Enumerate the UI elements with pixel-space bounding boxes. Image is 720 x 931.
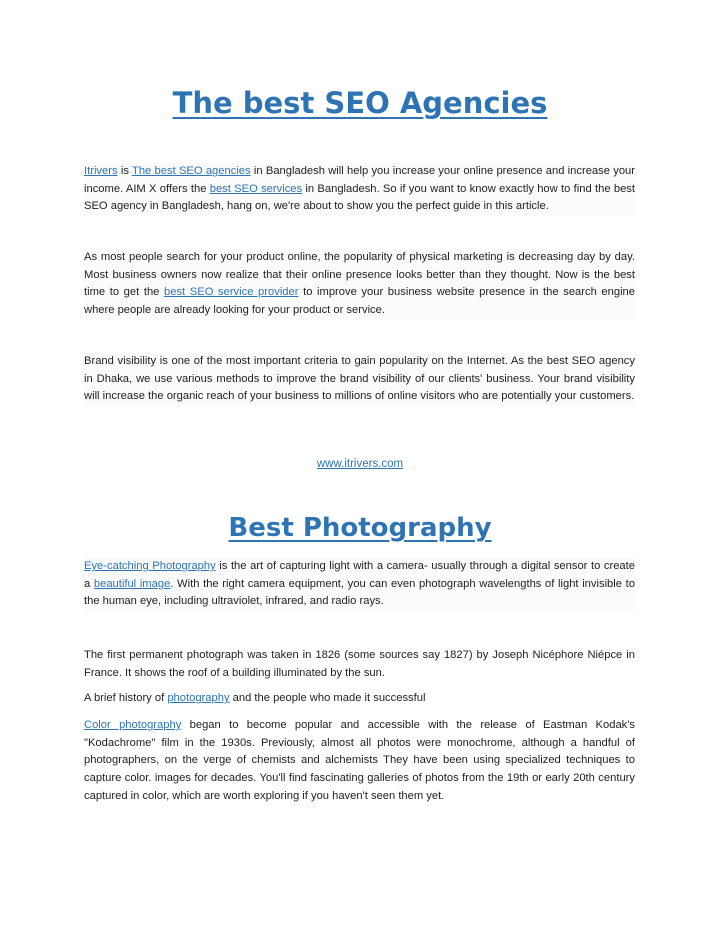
link-color-photography[interactable]: Color photography [84, 719, 182, 731]
paragraph-first-photograph [84, 647, 635, 682]
text: Brand visibility is one of the most important criteria to gain popularity on the Internet. As the best SEO agency in Dhaka, we use various methods to improve the brand visibility of our clients' business. Your brand visibility will increase the organic reach of your business to millions of online visitors who are potentially your customers. [84, 355, 635, 403]
link-beautiful-image[interactable]: beautiful image [93, 577, 171, 590]
paragraph-brand-visibility [84, 353, 635, 406]
paragraph-color-photography [84, 717, 635, 806]
text: A brief history of [84, 692, 168, 704]
text: in Bangladesh. So if you want to know exactly how to find the best SEO agency in Bangladesh, hang on, we're about to show you the perfect guide in this article. [84, 182, 635, 213]
text: The first permanent photograph was taken in 1826 (some sources say 1827) by Joseph Nicéphore Niépce in France. It shows the roof of a building illuminated by the sun. [84, 649, 635, 679]
paragraph-intro [84, 163, 635, 216]
link-best-seo-agencies[interactable]: The best SEO agencies [131, 165, 251, 177]
text: is [117, 165, 132, 177]
text: and the people who made it successful [229, 692, 426, 704]
text: is the art of capturing light with a camera- usually through a digital sensor to create a [84, 560, 635, 590]
paragraph-brief-history [84, 690, 635, 708]
link-best-seo-services[interactable]: best SEO services [209, 182, 303, 195]
text: in Bangladesh will help you increase your online presence and increase your income. AIM X offers the [84, 165, 635, 195]
link-photography[interactable]: photography [167, 692, 230, 704]
text: As most people search for your product online, the popularity of physical marketing is decreasing day by day. Most business owners now realize that their online presence looks better than they thought. Now is the best time to get the [84, 251, 635, 299]
paragraph-online-search [84, 249, 635, 320]
text: began to become popular and accessible with the release of Eastman Kodak's "Kodachrome" film in the 1930s. Previously, almost all photos were monochrome, although a handful of photographers, on the verge of chemists and alchemists They have been using specialized techniques to capture color. images for decades. You'll find fascinating galleries of photos from the 19th or early 20th century captured in color, which are worth exploring if you haven't seen them yet. [84, 719, 635, 802]
link-itrivers-website[interactable]: www.itrivers.com [316, 458, 404, 470]
heading-best-photography: Best Photography [228, 513, 492, 543]
link-itrivers[interactable]: Itrivers [84, 165, 118, 177]
text: . With the right camera equipment, you can even photograph wavelengths of light invisible to the human eye, including ultraviolet, infrared, and radio rays. [84, 577, 635, 608]
link-eye-catching-photography[interactable]: Eye-catching Photography [84, 560, 216, 572]
heading-seo-agencies: The best SEO Agencies [172, 86, 548, 120]
paragraph-photography-intro [84, 558, 635, 611]
text: to improve your business website presence in the search engine where people are already looking for your product or service. [84, 286, 636, 317]
link-best-seo-service-provider[interactable]: best SEO service provider [164, 286, 299, 299]
